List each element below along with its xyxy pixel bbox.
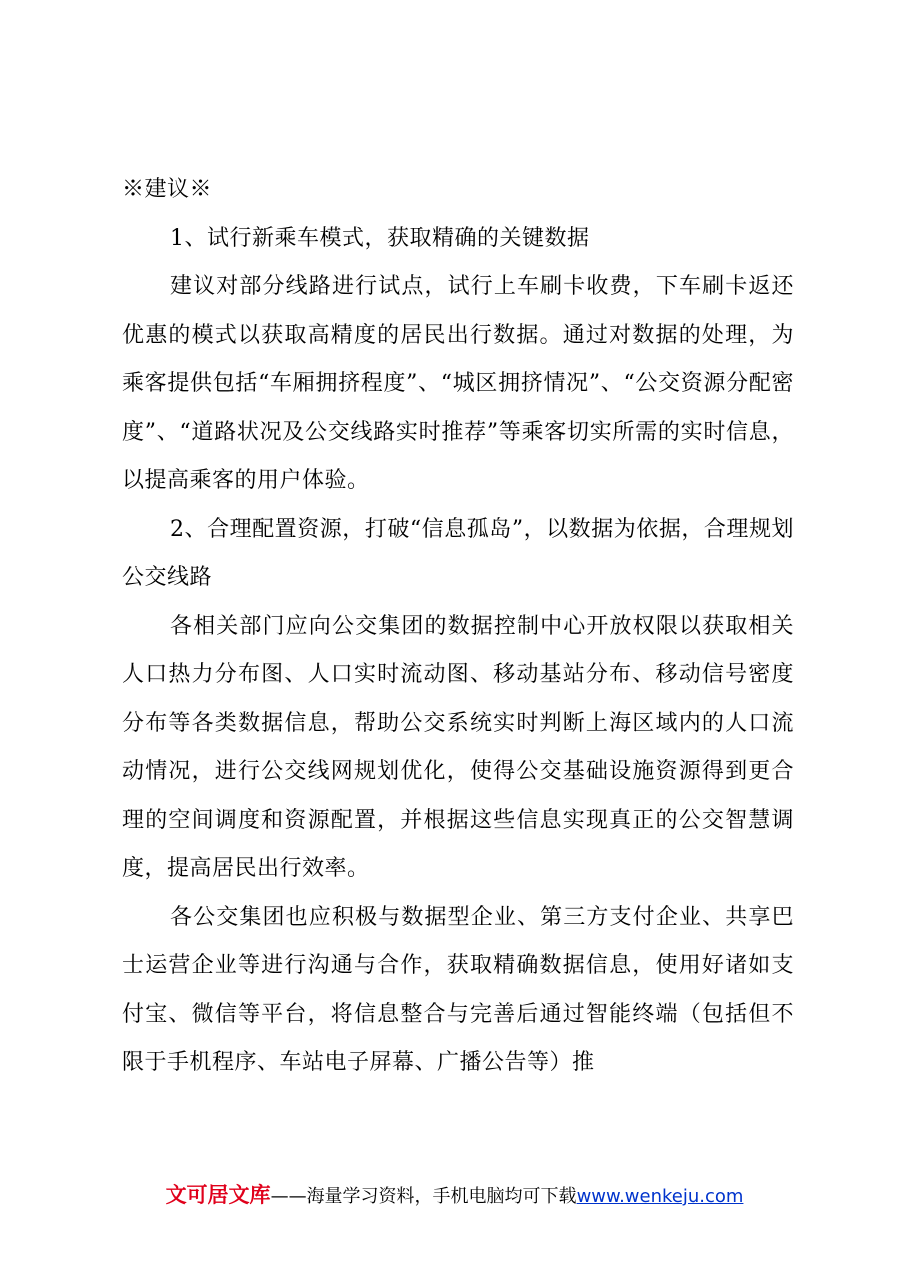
- footer-brand: 文可居文库: [165, 1183, 271, 1207]
- paragraph-1: 建议对部分线路进行试点，试行上车刷卡收费，下车刷卡返还优惠的模式以获取高精度的居民出行数据。通过对数据的处理，为乘客提供包括“车厢拥挤程度”、“城区拥挤情况”、“公交资源分配密度”、“道路状况及公交线路实时推荐”等乘客切实所需的实时信息，以提高乘客的用户体验。: [122, 274, 794, 493]
- document-body: [122, 166, 794, 1088]
- subheading-2: 2、合理配置资源，打破“信息孤岛”，以数据为依据，合理规划公交线路: [122, 516, 794, 590]
- subheading-1: 1、试行新乘车模式，获取精确的关键数据: [170, 225, 590, 251]
- footer-site-link[interactable]: www.wenkeju.com: [576, 1186, 744, 1207]
- paragraph-3: 各公交集团也应积极与数据型企业、第三方支付企业、共享巴士运营企业等进行沟通与合作，获取精确数据信息，使用好诸如支付宝、微信等平台，将信息整合与完善后通过智能终端（包括但不限于手机程序、车站电子屏幕、广播公告等）推: [122, 904, 794, 1075]
- page-footer: [0, 1180, 909, 1212]
- section-heading: ※建议※: [122, 177, 213, 202]
- footer-slogan: ——海量学习资料，手机电脑均可下载: [270, 1186, 577, 1207]
- paragraph-2: 各相关部门应向公交集团的数据控制中心开放权限以获取相关人口热力分布图、人口实时流动图、移动基站分布、移动信号密度分布等各类数据信息，帮助公交系统实时判断上海区域内的人口流动情况，进行公交线网规划优化，使得公交基础设施资源得到更合理的空间调度和资源配置，并根据这些信息实现真正的公交智慧调度，提高居民出行效率。: [122, 613, 794, 881]
